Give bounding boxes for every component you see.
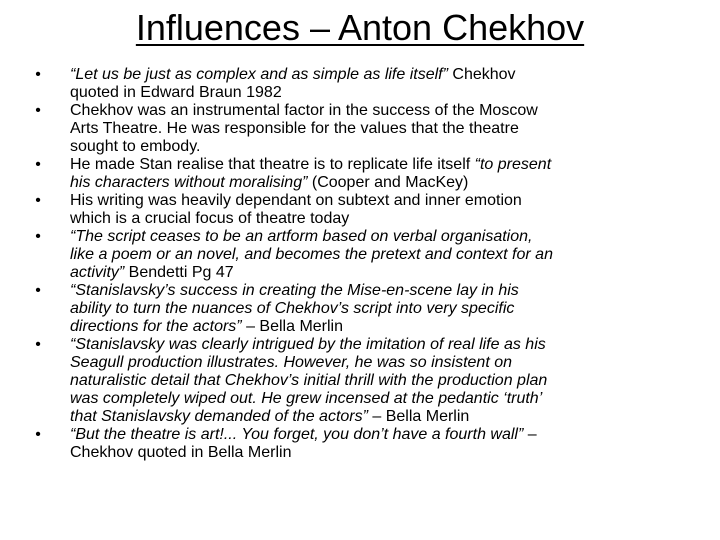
bullet-line [70,444,708,462]
quote-text: “Stanislavsky was clearly intrigued by the imitation of real life as his [70,336,546,353]
quote-text: “Stanislavsky’s success in creating the Mise-en-scene lay in his [70,282,519,299]
quote-text: naturalistic detail that Chekhov’s initial thrill with the production plan [70,372,548,389]
quote-text: like a poem or an novel, and becomes the pretext and context for an [70,246,553,263]
bullet-line [70,354,708,372]
bullet-line [70,246,708,264]
bullet-marker: • [35,66,41,83]
bullet-line [70,66,708,84]
body-text: He made Stan realise that theatre is to replicate life itself [70,156,475,173]
quote-text: Seagull production illustrates. However, he was so insistent on [70,354,513,371]
quote-text: ability to turn the nuances of Chekhov’s script into very specific [70,300,515,317]
bullet-line [70,210,708,228]
slide-title: Influences – Anton Chekhov [135,7,585,48]
bullet-marker: • [35,228,41,245]
bullet-item [28,426,708,462]
body-text: Chekhov quoted in Bella Merlin [70,444,292,461]
bullet-marker: • [35,426,41,443]
bullet-item [28,282,708,336]
body-text: (Cooper and MacKey) [307,174,469,191]
bullet-line [70,174,708,192]
bullet-line [70,390,708,408]
bullet-line [70,228,708,246]
body-text: Chekhov [447,66,516,83]
body-text: Bendetti Pg 47 [124,264,234,281]
bullet-line [70,282,708,300]
quote-text: directions for the actors” [70,318,242,335]
quote-text: “The script ceases to be an artform based on verbal organisation, [70,228,533,245]
bullet-line [70,300,708,318]
quote-text: activity” [70,264,125,281]
bullet-item [28,66,708,102]
bullet-line [70,120,708,138]
bullet-line [70,138,708,156]
bullet-item [28,102,708,156]
body-text: – Bella Merlin [241,318,343,335]
bullet-item [28,192,708,228]
body-text: which is a crucial focus of theatre today [70,210,350,227]
body-text: – Bella Merlin [367,408,470,425]
bullet-list [28,66,708,462]
bullet-line [70,372,708,390]
bullet-line [70,408,708,426]
body-text: Chekhov was an instrumental factor in the success of the Moscow [70,102,538,119]
body-text: – [523,426,537,443]
body-text: quoted in Edward Braun 1982 [70,84,282,101]
bullet-marker: • [35,156,41,173]
bullet-marker: • [35,282,41,299]
bullet-line [70,264,708,282]
bullet-line [70,426,708,444]
quote-text: was completely wiped out. He grew incensed at the pedantic ‘truth’ [70,390,543,407]
bullet-marker: • [35,192,41,209]
bullet-item [28,156,708,192]
quote-text: “Let us be just as complex and as simple as life itself” [70,66,448,83]
bullet-marker: • [35,102,41,119]
bullet-line [70,336,708,354]
body-text: Arts Theatre. He was responsible for the values that the theatre [70,120,519,137]
bullet-line [70,192,708,210]
bullet-item [28,336,708,426]
body-text: His writing was heavily dependant on subtext and inner emotion [70,192,522,209]
bullet-item [28,228,708,282]
bullet-line [70,84,708,102]
quote-text: “But the theatre is art!... You forget, you don’t have a fourth wall” [70,426,524,443]
bullet-line [70,156,708,174]
quote-text: that Stanislavsky demanded of the actors” [70,408,368,425]
bullet-marker: • [35,336,41,353]
bullet-line [70,102,708,120]
body-text: sought to embody. [70,138,201,155]
quote-text: his characters without moralising” [70,174,308,191]
quote-text: “to present [474,156,552,173]
bullet-line [70,318,708,336]
